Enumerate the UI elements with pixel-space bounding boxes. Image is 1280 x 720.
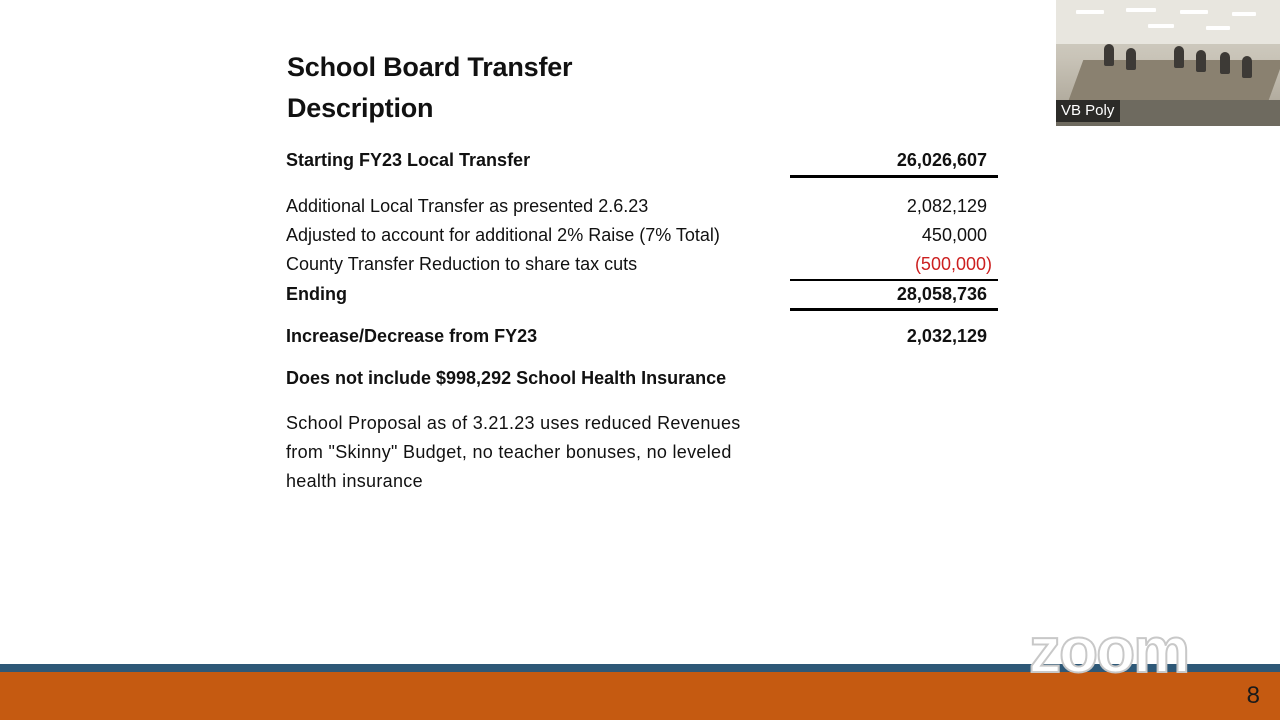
table-row: [286, 196, 992, 222]
note-line: School Proposal as of 3.21.23 uses reduced Revenues: [286, 413, 741, 433]
row-value-negative: (500,000): [914, 254, 992, 274]
video-ceiling: [1056, 0, 1280, 44]
row-label: Starting FY23 Local Transfer: [286, 150, 531, 170]
table-row: [286, 326, 992, 352]
row-label: Adjusted to account for additional 2% Raise (7% Total): [286, 225, 720, 245]
row-label: Ending: [286, 284, 347, 304]
row-label: County Transfer Reduction to share tax cuts: [286, 254, 638, 274]
row-value: 450,000: [921, 225, 987, 245]
note-line: health insurance: [286, 471, 423, 491]
row-value: 2,032,129: [906, 326, 987, 346]
slide-note: [286, 409, 786, 496]
table-row: [286, 368, 992, 394]
total-rule: [790, 308, 998, 311]
underline-rule: [790, 175, 998, 178]
table-row: [286, 254, 992, 280]
participant-name-tag: VB Poly: [1056, 100, 1120, 122]
table-row: [286, 284, 992, 310]
table-row: [286, 150, 992, 176]
zoom-watermark-text: zoom: [1029, 622, 1189, 682]
row-label: Does not include $998,292 School Health Insurance: [286, 368, 727, 388]
note-line: from "Skinny" Budget, no teacher bonuses, no leveled: [286, 442, 732, 462]
page-number: 8: [1246, 682, 1260, 709]
table-row: [286, 225, 992, 251]
row-label: Additional Local Transfer as presented 2.6.23: [286, 196, 649, 216]
row-value: 2,082,129: [906, 196, 987, 216]
subtotal-rule: [790, 279, 998, 281]
row-value: 26,026,607: [896, 150, 987, 170]
row-value: 28,058,736: [896, 284, 987, 304]
participant-video-tile[interactable]: [1056, 0, 1280, 126]
slide-title-line1: School Board Transfer: [287, 52, 573, 82]
slide-title-line2: Description: [287, 93, 434, 123]
zoom-watermark-logo: [1027, 622, 1231, 682]
row-label: Increase/Decrease from FY23: [286, 326, 538, 346]
